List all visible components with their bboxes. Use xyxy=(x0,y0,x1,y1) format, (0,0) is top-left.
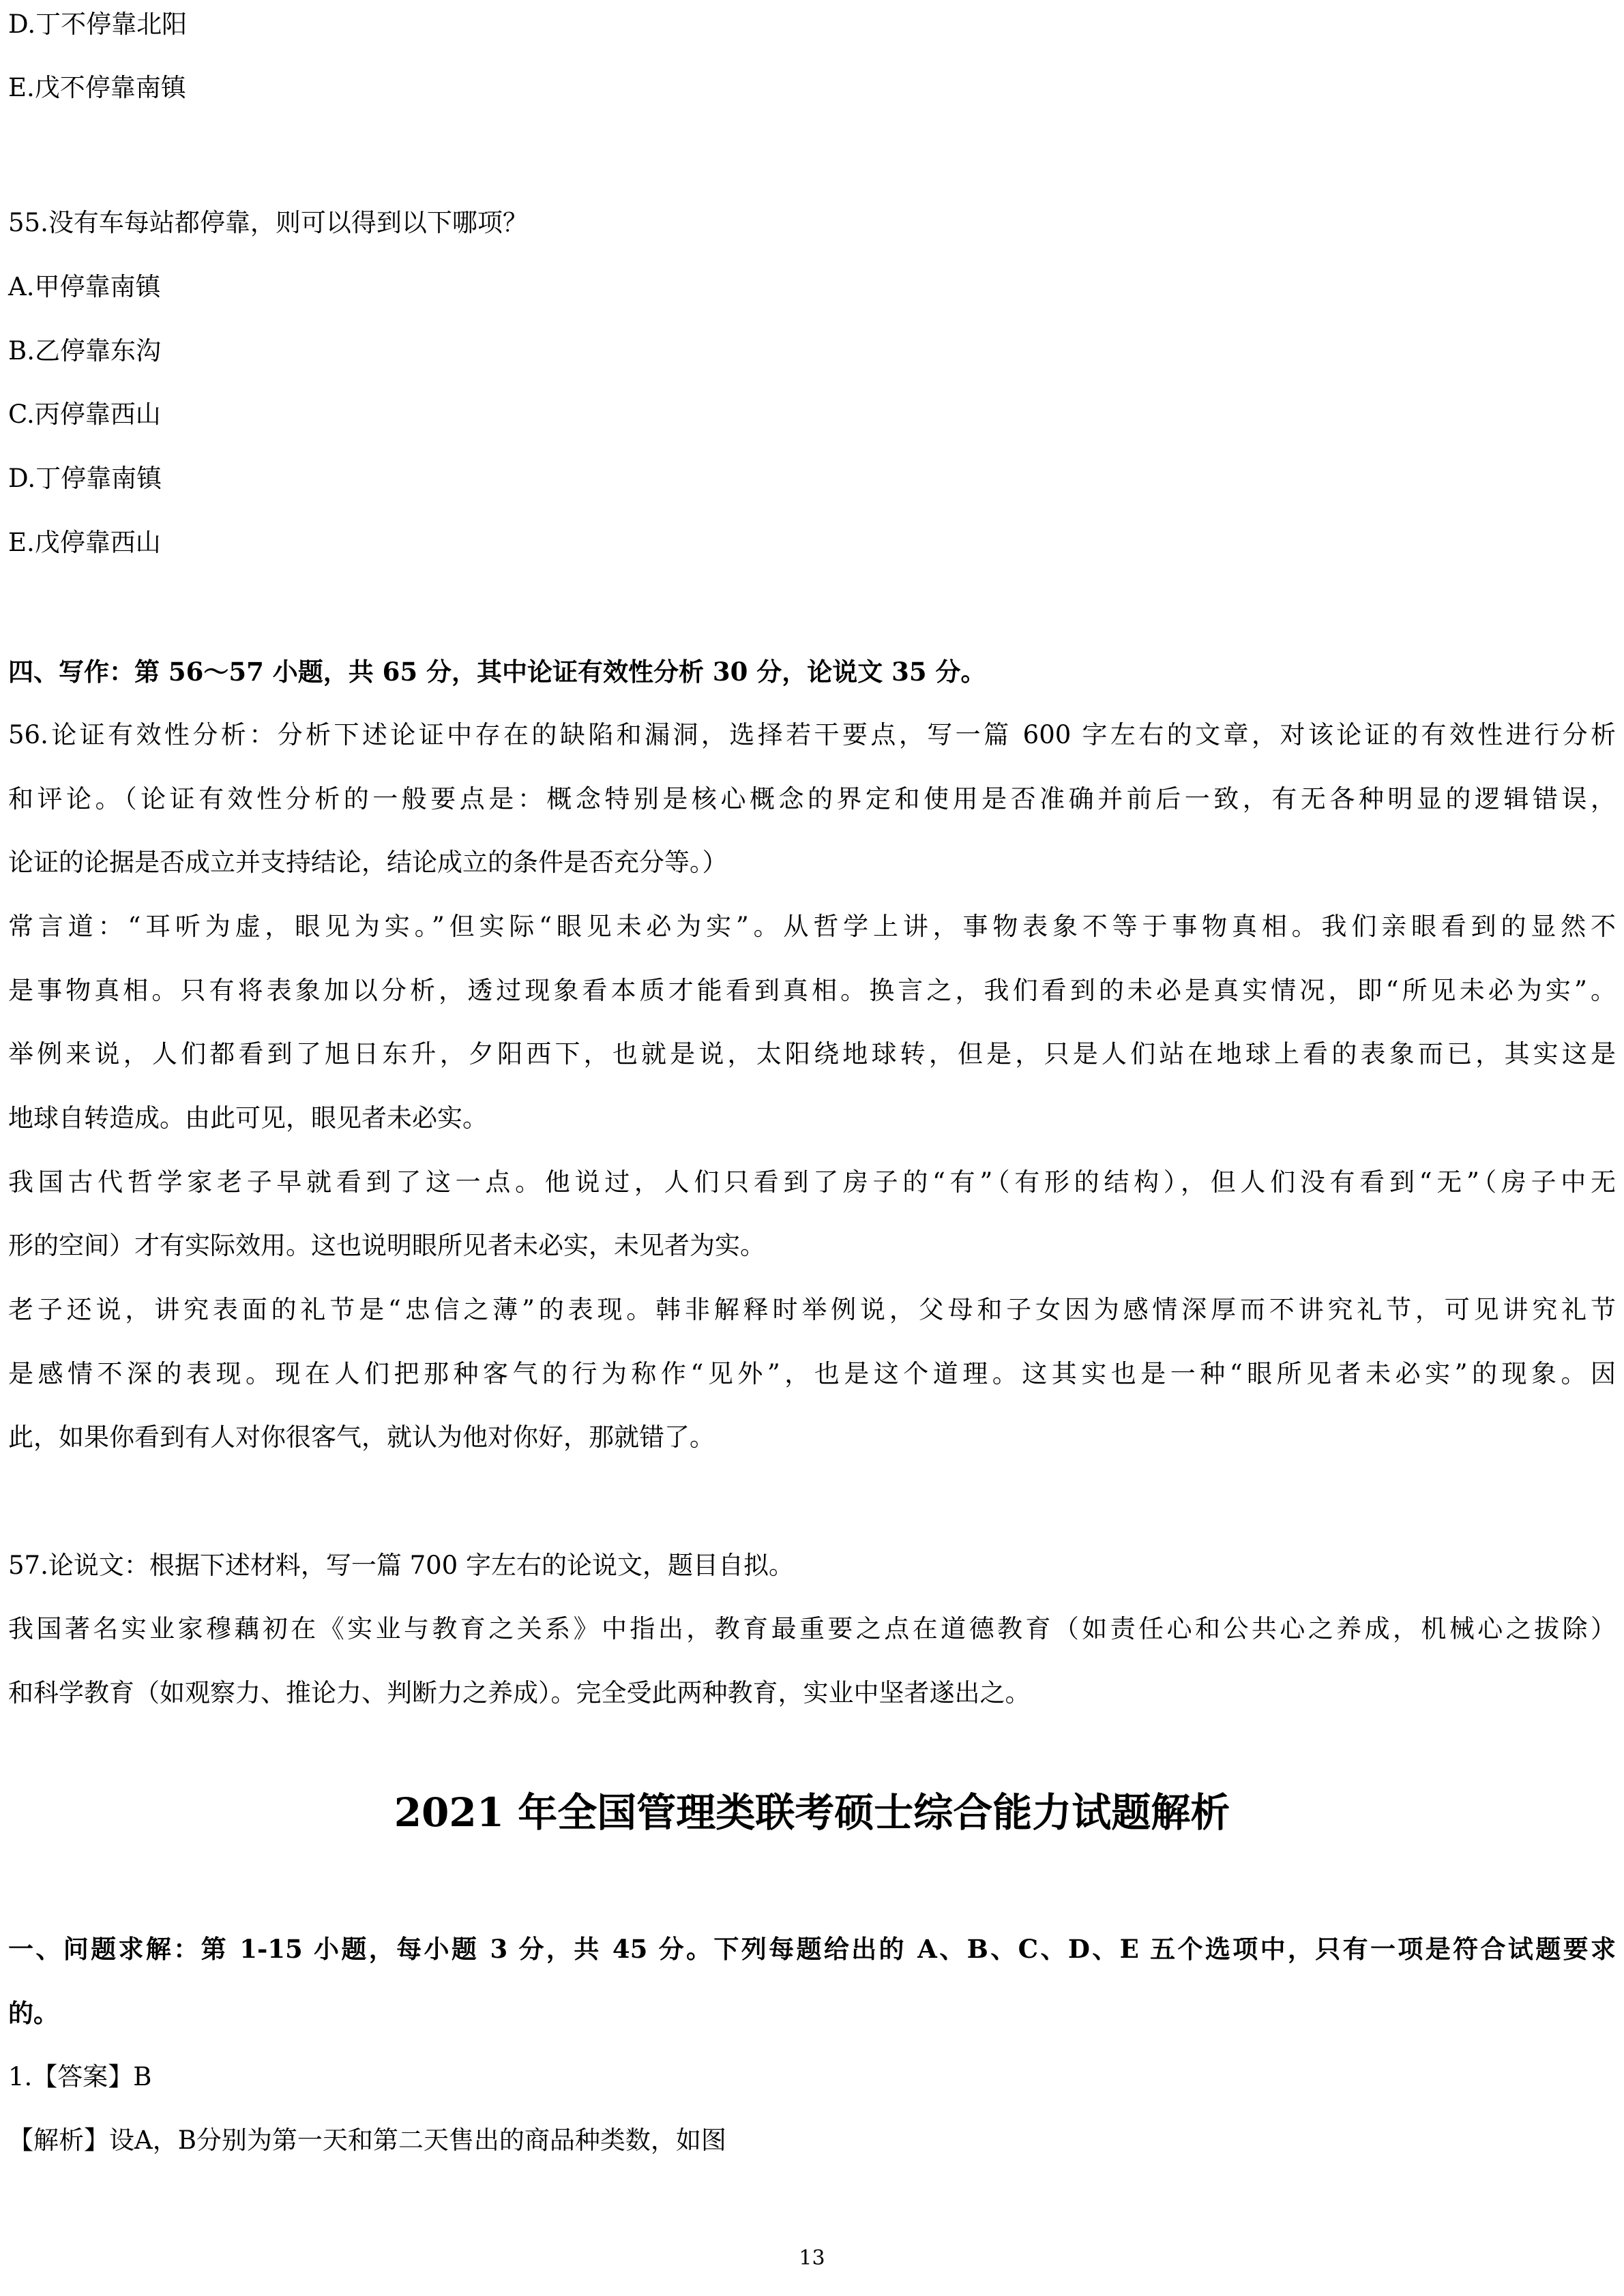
q56-para1-line-4: 地球自转造成。由此可见，眼见者未必实。 xyxy=(8,1103,488,1133)
q56-para3-line-2: 是感情不深的表现。现在人们把那种客气的行为称作“见外”，也是这个道理。这其实也是一种“眼所见者未必实”的现象。因 xyxy=(8,1359,1616,1388)
q56-para3-line-1: 老子还说，讲究表面的礼节是“忠信之薄”的表现。韩非解释时举例说，父母和子女因为感情深厚而不讲究礼节，可见讲究礼节 xyxy=(8,1295,1616,1324)
q57-intro: 57.论说文：根据下述材料，写一篇 700 字左右的论说文，题目自拟。 xyxy=(8,1551,794,1580)
q56-para3-line-3: 此，如果你看到有人对你很客气，就认为他对你好，那就错了。 xyxy=(8,1422,715,1452)
q56-para1-line-3: 举例来说，人们都看到了旭日东升，夕阳西下，也就是说，太阳绕地球转，但是，只是人们站在地球上看的表象而已，其实这是 xyxy=(8,1039,1616,1069)
section-1-heading-line-2: 的。 xyxy=(8,1998,59,2028)
q56-para2-line-1: 我国古代哲学家老子早就看到了这一点。他说过，人们只看到了房子的“有”（有形的结构），但人们没有看到“无”（房子中无 xyxy=(8,1167,1616,1197)
q55-option-b: B.乙停靠东沟 xyxy=(8,336,161,366)
q56-intro-line-3: 论证的论据是否成立并支持结论，结论成立的条件是否充分等。） xyxy=(8,848,728,877)
q56-para2-line-2: 形的空间）才有实际效用。这也说明眼所见者未必实，未见者为实。 xyxy=(8,1231,765,1260)
page-number: 13 xyxy=(799,2246,825,2270)
q57-material-line-2: 和科学教育（如观察力、推论力、判断力之养成）。完全受此两种教育，实业中坚者遂出之。 xyxy=(8,1678,1031,1708)
section-4-heading: 四、写作：第 56～57 小题，共 65 分，其中论证有效性分析 30 分，论说文 35 分。 xyxy=(8,657,986,687)
q55-stem: 55.没有车每站都停靠，则可以得到以下哪项？ xyxy=(8,208,528,237)
analysis-title: 2021 年全国管理类联考硕士综合能力试题解析 xyxy=(394,1789,1230,1836)
q56-para1-line-2: 是事物真相。只有将表象加以分析，透过现象看本质才能看到真相。换言之，我们看到的未必是真实情况，即“所见未必为实”。 xyxy=(8,976,1616,1005)
section-1-heading-line-1: 一、问题求解：第 1-15 小题，每小题 3 分，共 45 分。下列每题给出的 A、B、C、D、E 五个选项中，只有一项是符合试题要求 xyxy=(8,1934,1616,1964)
q1-answer: 1.【答案】B xyxy=(8,2062,152,2091)
q55-option-e: E.戊停靠西山 xyxy=(8,528,161,557)
q55-option-c: C.丙停靠西山 xyxy=(8,400,161,429)
q54-option-e: E.戊不停靠南镇 xyxy=(8,73,186,102)
q56-para1-line-1: 常言道：“耳听为虚，眼见为实。”但实际“眼见未必为实”。从哲学上讲，事物表象不等于事物真相。我们亲眼看到的显然不 xyxy=(8,912,1616,941)
q54-option-d: D.丁不停靠北阳 xyxy=(8,10,188,39)
q57-material-line-1: 我国著名实业家穆藕初在《实业与教育之关系》中指出，教育最重要之点在道德教育（如责任心和公共心之养成，机械心之拔除） xyxy=(8,1614,1616,1643)
q55-option-a: A.甲停靠南镇 xyxy=(8,272,161,301)
q56-intro-line-1: 56.论证有效性分析：分析下述论证中存在的缺陷和漏洞，选择若干要点，写一篇 600 字左右的文章，对该论证的有效性进行分析 xyxy=(8,720,1616,749)
q1-explanation: 【解析】设A，B分别为第一天和第二天售出的商品种类数，如图 xyxy=(8,2126,726,2155)
q56-intro-line-2: 和评论。（论证有效性分析的一般要点是：概念特别是核心概念的界定和使用是否准确并前后一致，有无各种明显的逻辑错误， xyxy=(8,784,1616,814)
q55-option-d: D.丁停靠南镇 xyxy=(8,464,162,493)
